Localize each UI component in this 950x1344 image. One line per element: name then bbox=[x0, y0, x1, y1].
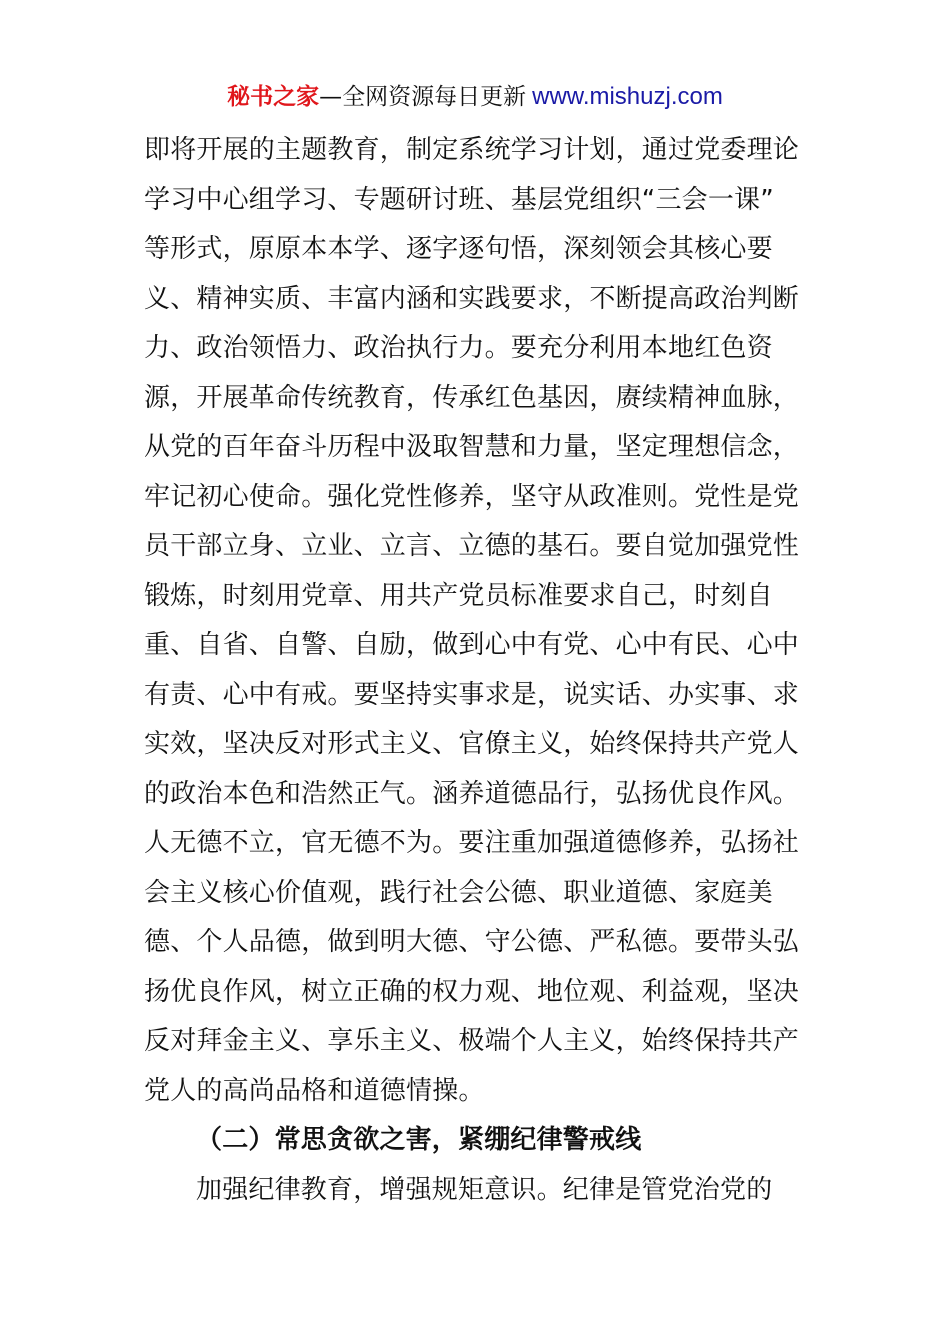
text-line: 加强纪律教育，增强规矩意识。纪律是管党治党的 bbox=[196, 1174, 773, 1205]
document-body bbox=[144, 126, 814, 1215]
text-line: 德、个人品德，做到明大德、守公德、严私德。要带头弘 bbox=[144, 927, 800, 957]
text-line: 重、自省、自警、自励，做到心中有党、心中有民、心中 bbox=[144, 630, 800, 660]
text-line: 实效，坚决反对形式主义、官僚主义，始终保持共产党人 bbox=[144, 729, 800, 759]
text-line: 力、政治领悟力、政治执行力。要充分利用本地红色资 bbox=[144, 333, 773, 363]
text-line: 扬优良作风，树立正确的权力观、地位观、利益观，坚决 bbox=[144, 976, 800, 1007]
section-heading: （二）常思贪欲之害，紧绷纪律警戒线 bbox=[196, 1125, 642, 1155]
page-header bbox=[0, 80, 950, 114]
text-line: 党人的高尚品格和道德情操。 bbox=[144, 1075, 485, 1106]
text-line: 员干部立身、立业、立言、立德的基石。要自觉加强党性 bbox=[144, 531, 800, 561]
text-line: 学习中心组学习、专题研讨班、基层党组织“三会一课” bbox=[144, 184, 774, 215]
brand-name: 秘书之家 bbox=[227, 84, 320, 110]
text-line: 的政治本色和浩然正气。涵养道德品行，弘扬优良作风。 bbox=[144, 778, 800, 809]
text-line: 即将开展的主题教育，制定系统学习计划，通过党委理论 bbox=[144, 135, 800, 165]
header-tagline: —全网资源每日更新 bbox=[319, 84, 527, 110]
text-line: 义、精神实质、丰富内涵和实践要求，不断提高政治判断 bbox=[144, 283, 800, 314]
text-line: 牢记初心使命。强化党性修养，坚守从政准则。党性是党 bbox=[144, 481, 800, 512]
text-line: 源，开展革命传统教育，传承红色基因，赓续精神血脉， bbox=[144, 382, 800, 413]
text-line: 反对拜金主义、享乐主义、极端个人主义，始终保持共产 bbox=[144, 1026, 800, 1056]
text-line: 人无德不立，官无德不为。要注重加强道德修养，弘扬社 bbox=[144, 828, 800, 858]
text-line: 等形式，原原本本学、逐字逐句悟，深刻领会其核心要 bbox=[144, 234, 773, 264]
text-line: 从党的百年奋斗历程中汲取智慧和力量，坚定理想信念， bbox=[144, 432, 800, 462]
text-line: 会主义核心价值观，践行社会公德、职业道德、家庭美 bbox=[144, 877, 773, 908]
text-line: 锻炼，时刻用党章、用共产党员标准要求自己，时刻自 bbox=[144, 580, 773, 611]
site-url-link[interactable]: www.mishuzj.com bbox=[532, 83, 723, 110]
text-line: 有责、心中有戒。要坚持实事求是，说实话、办实事、求 bbox=[144, 679, 800, 710]
